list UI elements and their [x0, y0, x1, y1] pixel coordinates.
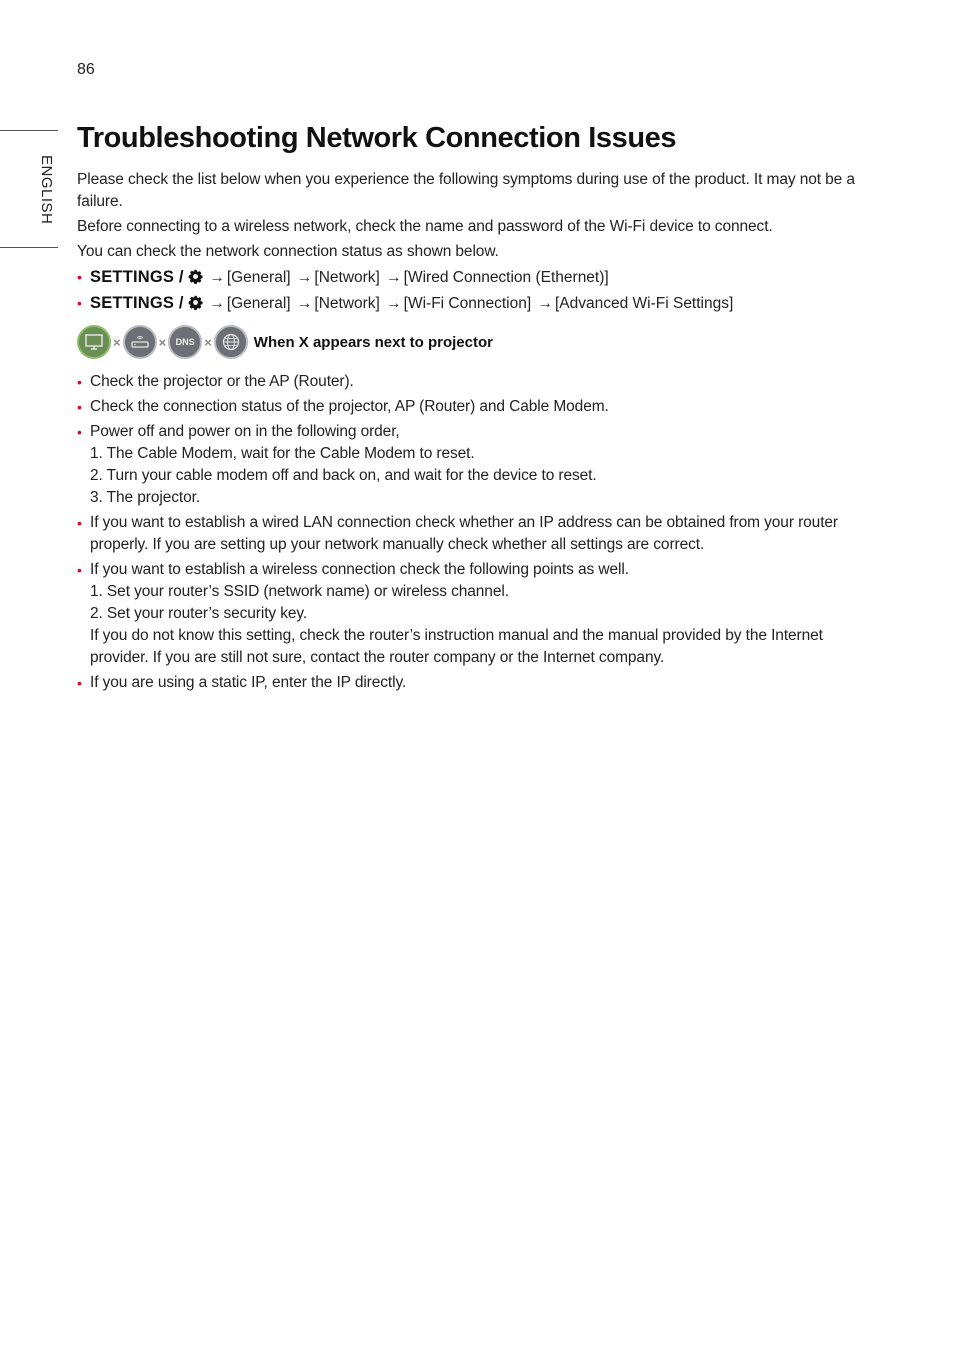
list-item-step: 2. Set your router’s security key. [90, 605, 308, 622]
path-step: [Wired Connection (Ethernet)] [403, 269, 609, 286]
list-item-step: 3. The projector. [90, 489, 201, 506]
intro-paragraph-1: Please check the list below when you experience the following symptoms during use of the product. It may not be a failure. [77, 171, 855, 210]
arrow-icon: → [386, 295, 402, 312]
gear-icon [188, 269, 203, 284]
arrow-icon: → [296, 295, 313, 312]
bullet-icon: • [77, 374, 82, 390]
list-item-text: Check the connection status of the projector, AP (Router) and Cable Modem. [90, 398, 609, 415]
list-item [77, 421, 877, 509]
list-item-text: Check the projector or the AP (Router). [90, 373, 354, 390]
connection-status-row [77, 323, 877, 361]
main-content [77, 122, 877, 697]
settings-label: SETTINGS / [90, 268, 184, 286]
bullet-icon: • [77, 515, 82, 531]
list-item-text: If you want to establish a wireless connection check the following points as well. [90, 561, 629, 578]
bullet-icon: • [77, 269, 82, 285]
router-icon [123, 325, 157, 359]
list-item-text: If you are using a static IP, enter the IP directly. [90, 674, 407, 691]
path-step: [Network] [314, 295, 380, 312]
list-item-step: 1. Set your router’s SSID (network name) or wireless channel. [90, 583, 509, 600]
bullet-icon: • [77, 675, 82, 691]
gear-icon [188, 295, 203, 310]
list-item [77, 672, 877, 694]
globe-icon [214, 325, 248, 359]
arrow-icon: → [296, 269, 313, 286]
list-item [77, 396, 877, 418]
cross-icon: × [113, 334, 121, 350]
path-step: [General] [226, 269, 291, 286]
list-item-note: If you do not know this setting, check the router’s instruction manual and the manual provided by the Internet provider. If you are still not sure, contact the router company or the Internet company. [90, 627, 823, 666]
arrow-icon: → [209, 295, 225, 312]
bullet-icon: • [77, 562, 82, 578]
troubleshooting-list [77, 371, 877, 694]
settings-path-wired [77, 266, 877, 289]
status-caption: When X appears next to projector [253, 333, 493, 351]
cross-icon: × [204, 334, 212, 350]
list-item [77, 559, 877, 669]
bullet-icon: • [77, 424, 82, 440]
bullet-icon: • [77, 399, 82, 415]
list-item-step: 2. Turn your cable modem off and back on, and wait for the device to reset. [90, 467, 597, 484]
list-item [77, 512, 877, 556]
arrow-icon: → [209, 269, 225, 286]
page-title: Troubleshooting Network Connection Issues [77, 122, 677, 154]
page-number: 86 [77, 61, 95, 78]
arrow-icon: → [537, 295, 553, 312]
intro-paragraph-3: You can check the network connection status as shown below. [77, 243, 499, 260]
path-step: [General] [226, 295, 291, 312]
list-item-step: 1. The Cable Modem, wait for the Cable Modem to reset. [90, 445, 475, 462]
projector-icon [77, 325, 111, 359]
language-tab [0, 130, 58, 248]
list-item [77, 371, 877, 393]
path-step: [Advanced Wi-Fi Settings] [554, 295, 734, 312]
dns-icon [168, 325, 202, 359]
language-tab-label: ENGLISH [38, 155, 55, 225]
path-step: [Network] [314, 269, 380, 286]
arrow-icon: → [386, 269, 402, 286]
cross-icon: × [158, 334, 167, 350]
dns-label: DNS [175, 337, 195, 347]
list-item-text: If you want to establish a wired LAN connection check whether an IP address can be obtained from your router properly. If you are setting up your network manually check whether all settings are correct. [90, 514, 838, 553]
settings-path-wifi [77, 292, 877, 315]
bullet-icon: • [77, 295, 82, 311]
list-item-text: Power off and power on in the following order, [90, 423, 400, 440]
settings-label: SETTINGS / [90, 294, 184, 312]
intro-paragraph-2: Before connecting to a wireless network, check the name and password of the Wi-Fi device to connect. [77, 218, 773, 235]
path-step: [Wi-Fi Connection] [403, 295, 532, 312]
